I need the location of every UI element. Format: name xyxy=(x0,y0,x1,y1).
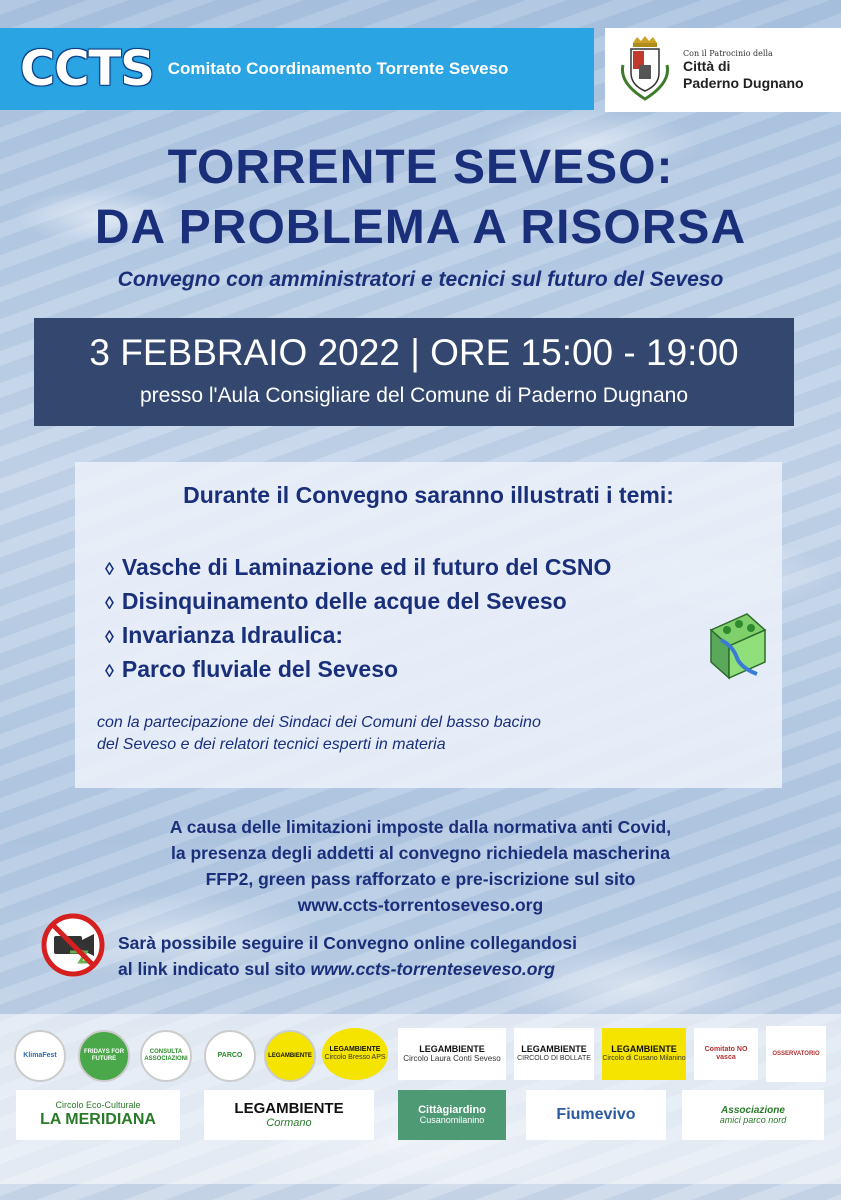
no-video-icon xyxy=(40,912,106,978)
online-line-prefix: al link indicato sul sito xyxy=(118,959,311,979)
online-website-link[interactable]: www.ccts-torrenteseveso.org xyxy=(310,959,555,979)
online-line: Sarà possibile seguire il Convegno online collegandosi xyxy=(118,933,577,953)
notice-line: FFP2, green pass rafforzato e pre-iscrizione sul sito xyxy=(205,869,636,889)
topic-item xyxy=(105,618,611,652)
notice-line: A causa delle limitazioni imposte dalla normativa anti Covid, xyxy=(169,817,672,837)
river-park-icon xyxy=(707,610,769,690)
participation-line: con la partecipazione dei Sindaci dei Comuni del basso bacino xyxy=(97,714,541,731)
participation-note xyxy=(97,712,767,756)
diamond-bullet-icon: ◊ xyxy=(105,559,114,579)
city-name-line1: Città di xyxy=(683,57,731,74)
topic-label: Parco fluviale del Seveso xyxy=(121,656,399,682)
sponsor-logo: KlimaFest xyxy=(14,1030,66,1082)
city-crest-icon xyxy=(615,35,675,105)
event-date-time: 3 FEBBRAIO 2022 | ORE 15:00 - 19:00 xyxy=(89,332,739,373)
topics-heading: Durante il Convegno saranno illustrati i temi: xyxy=(183,482,674,508)
event-venue: presso l'Aula Consigliare del Comune di Paderno Dugnano xyxy=(139,384,688,407)
notice-website-link[interactable]: www.ccts-torrentoseveso.org xyxy=(297,895,544,915)
city-name-line2: Paderno Dugnano xyxy=(683,74,804,91)
date-box xyxy=(34,318,794,426)
sponsor-strip xyxy=(0,1014,841,1184)
covid-notice xyxy=(0,814,841,918)
sponsor-logo: FRIDAYS FOR FUTURE xyxy=(78,1030,130,1082)
notice-line: la presenza degli addetti al convegno richiedela mascherina xyxy=(171,843,670,863)
sponsor-logo: OSSERVATORIO xyxy=(766,1026,826,1082)
topic-label: Vasche di Laminazione ed il futuro del CSNO xyxy=(121,554,612,580)
patronage-box xyxy=(605,28,841,112)
topics-panel xyxy=(75,462,782,788)
topic-label: Invarianza Idraulica: xyxy=(121,622,344,648)
diamond-bullet-icon: ◊ xyxy=(105,593,114,613)
sponsor-logo: Comitato NO vasca xyxy=(694,1028,758,1080)
topic-item xyxy=(105,584,611,618)
online-line xyxy=(118,956,818,982)
sponsor-logo: LEGAMBIENTE Circolo di Cusano Milanino xyxy=(602,1028,686,1080)
main-title-line1: TORRENTE SEVESO: xyxy=(167,141,674,194)
topic-label: Disinquinamento delle acque del Seveso xyxy=(121,588,567,614)
sponsor-logo: Fiumevivo xyxy=(526,1090,666,1140)
sponsor-logo: LEGAMBIENTE CIRCOLO DI BOLLATE xyxy=(514,1028,594,1080)
sponsor-logo: Cittàgiardino Cusanomilanino xyxy=(398,1090,506,1140)
patronage-label: Con il Patrocinio della xyxy=(683,48,773,58)
topics-list xyxy=(105,550,611,686)
committee-name: Comitato Coordinamento Torrente Seveso xyxy=(167,59,509,78)
participation-line: del Seveso e dei relatori tecnici esperti in materia xyxy=(97,736,446,753)
ccts-logo-text: CCTS xyxy=(20,41,154,97)
sponsor-logo: LEGAMBIENTE Circolo Laura Conti Seveso xyxy=(398,1028,506,1080)
diamond-bullet-icon: ◊ xyxy=(105,627,114,647)
online-note xyxy=(118,930,818,982)
sponsor-logo: LEGAMBIENTE Cormano xyxy=(204,1090,374,1140)
sponsor-logo: PARCO xyxy=(204,1030,256,1082)
topic-item xyxy=(105,550,611,584)
sponsor-logo: Associazione amici parco nord xyxy=(682,1090,824,1140)
main-title-line2: DA PROBLEMA A RISORSA xyxy=(94,201,747,254)
topic-item xyxy=(105,652,611,686)
sponsor-logo: Circolo Eco-Culturale LA MERIDIANA xyxy=(16,1090,180,1140)
header-bar xyxy=(0,28,594,110)
sponsor-logo: LEGAMBIENTE xyxy=(264,1030,316,1082)
diamond-bullet-icon: ◊ xyxy=(105,661,114,681)
sponsor-logo: CONSULTA ASSOCIAZIONI xyxy=(140,1030,192,1082)
subtitle: Convegno con amministratori e tecnici sul futuro del Seveso xyxy=(117,268,724,291)
sponsor-logo: LEGAMBIENTE Circolo Bresso APS xyxy=(322,1028,388,1080)
